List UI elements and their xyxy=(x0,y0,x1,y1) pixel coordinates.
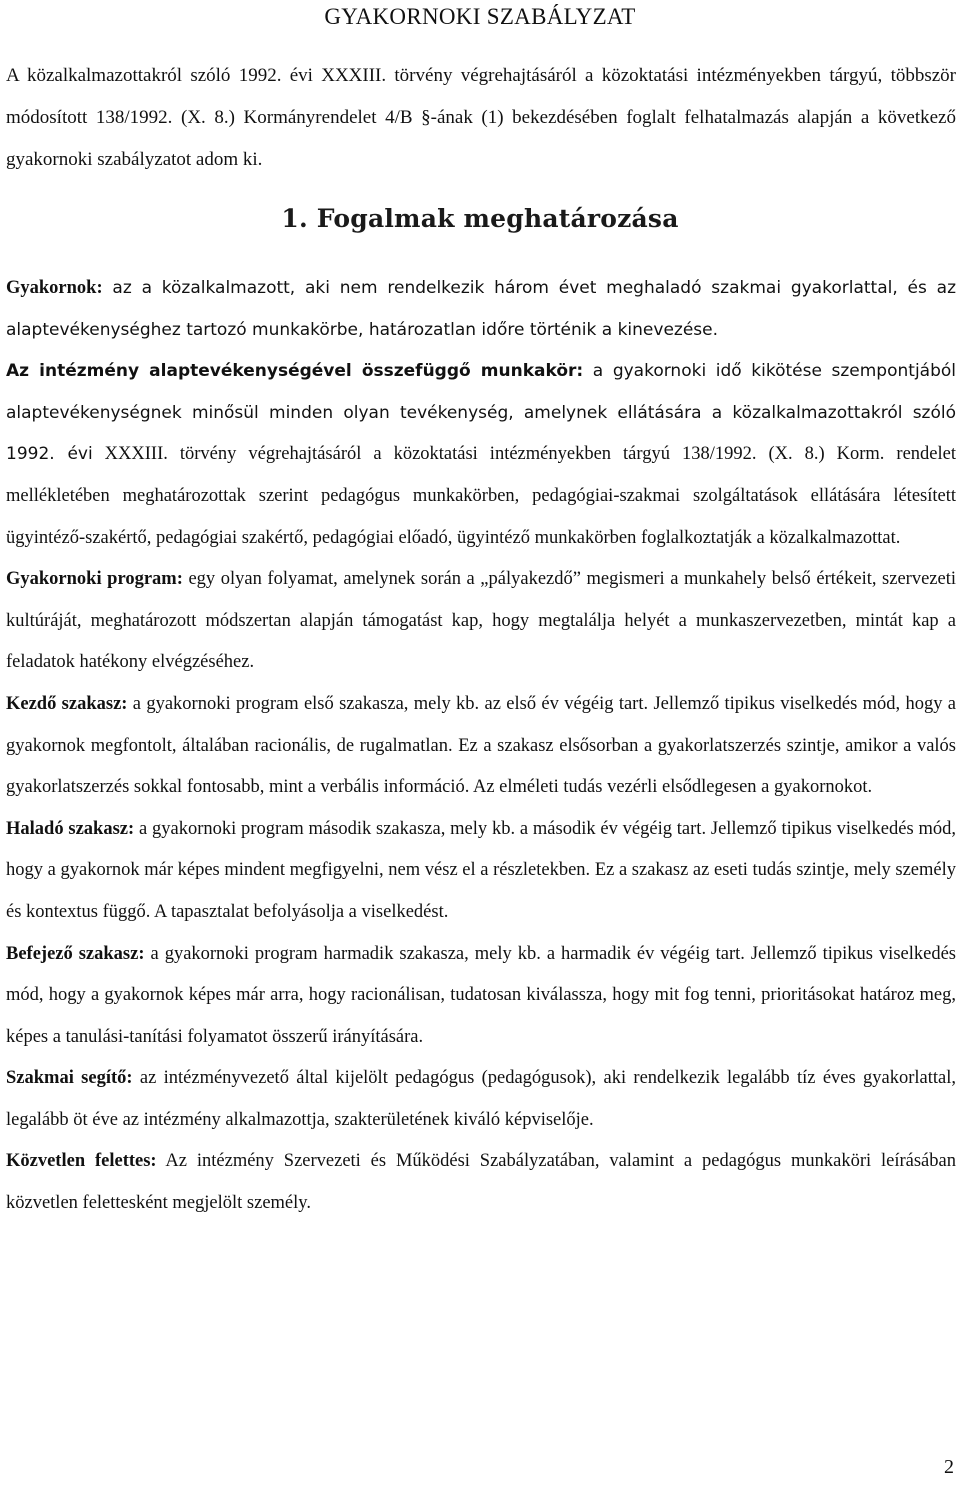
definition-alaptevekenyseg-munkakor xyxy=(6,351,956,559)
definition-term: Kezdő szakasz: xyxy=(6,693,128,714)
definition-term: Befejező szakasz: xyxy=(6,943,145,964)
definition-text: XXXIII. törvény végrehajtásáról a közoktatási intézményekben tárgyú 138/1992. (X. 8.) Korm. rendelet mellékletében meghatározottak szerint pedagógus munkakörben, pedagógiai-szakmai szolgáltatások ellátására létesített ügyintéző-szakértő, pedagógiai szakértő, pedagógiai előadó, ügyintéző munkakörben foglalkoztatják a közalkalmazottat. xyxy=(6,444,956,548)
definition-halado-szakasz xyxy=(6,809,956,934)
definition-gyakornok xyxy=(6,268,956,351)
definition-text: egy olyan folyamat, amelynek során a „pályakezdő” megismeri a munkahely belső értékeit, szervezeti kultúráját, meghatározott módszertan alapján támogatást kap, hogy megtalálja helyét a munkaszervezetben, mintát kap a feladatok hatékony elvégzéséhez. xyxy=(6,569,956,673)
definition-term: Gyakornok: xyxy=(6,278,103,298)
definition-szakmai-segito xyxy=(6,1058,956,1141)
definition-term: Szakmai segítő: xyxy=(6,1068,133,1089)
definition-kezdo-szakasz xyxy=(6,684,956,809)
page-number: 2 xyxy=(944,1456,954,1478)
definition-text: az a közalkalmazott, aki nem rendelkezik három évet meghaladó szakmai gyakorlattal, és az alaptevékenységhez tartozó munkakörbe, határozatlan időre történik a kinevezése. xyxy=(6,278,956,340)
definition-text: a gyakornoki program második szakasza, mely kb. a második év végéig tart. Jellemző tipikus viselkedés mód, hogy a gyakornok már képes mindent megfigyelni, nem vész el a részletekben. Ez a szakasz az eseti tudás szintje, mely személy és kontextus függő. A tapasztalat befolyásolja a viselkedést. xyxy=(6,818,957,922)
intro-paragraph xyxy=(6,55,956,181)
definition-term: Haladó szakasz: xyxy=(6,818,135,839)
definition-text: Az intézmény Szervezeti és Működési Szabályzatában, valamint a pedagógus munkaköri leírásában közvetlen felettesként megjelölt személy. xyxy=(6,1151,956,1214)
definition-text: a gyakornoki program első szakasza, mely kb. az első év végéig tart. Jellemző tipikus viselkedés mód, hogy a gyakornok megfontolt, általában racionális, de rugalmatlan. Ez a szakasz elsősorban a gyakorlatszerzés szintje, amikor a valós gyakorlatszerzés sokkal fontosabb, mint a verbális információ. Az elméleti tudás vezérli elsődlegesen a gyakornokot. xyxy=(6,693,957,798)
document-title: GYAKORNOKI SZABÁLYZAT xyxy=(324,4,636,29)
section-heading: 1. Fogalmak meghatározása xyxy=(281,204,679,233)
definition-kozvetlen-felettes xyxy=(6,1141,956,1224)
definition-term: Gyakornoki program: xyxy=(6,569,183,590)
definition-text: a gyakornoki program harmadik szakasza, mely kb. a harmadik év végéig tart. Jellemző tipikus viselkedés mód, hogy a gyakornok képes már arra, hogy racionálisan, tudatosan kiválassza, hogy mit fog tenni, prioritásokat határoz meg, képes a tanulási-tanítási folyamatot összerű irányítására. xyxy=(6,943,956,1047)
definition-term: Közvetlen felettes: xyxy=(6,1151,157,1172)
definition-text: az intézményvezető által kijelölt pedagógus (pedagógusok), aki rendelkezik legalább tíz éves gyakorlattal, legalább öt éve az intézmény alkalmazottja, szakterületének kiváló képviselője. xyxy=(6,1068,956,1130)
definition-text-sans: a gyakornoki idő kikötése szempontjából alaptevékenységnek minősül minden olyan tevékenység, amelynek ellátására a közalkalmazottakról szóló 1992. évi xyxy=(6,361,956,465)
definition-befejezo-szakasz xyxy=(6,934,956,1059)
intro-text: A közalkalmazottakról szóló 1992. évi XXXIII. törvény végrehajtásáról a közoktatási intézményekben tárgyú, többször módosított 138/1992. (X. 8.) Kormányrendelet 4/B §-ának (1) bekezdésében foglalt felhatalmazás alapján a következő gyakornoki szabályzatot adom ki. xyxy=(6,65,956,170)
definition-term: Az intézmény alaptevékenységével összefüggő munkakör: xyxy=(6,361,584,382)
definition-gyakornoki-program xyxy=(6,559,956,684)
definitions-list xyxy=(6,268,956,1225)
